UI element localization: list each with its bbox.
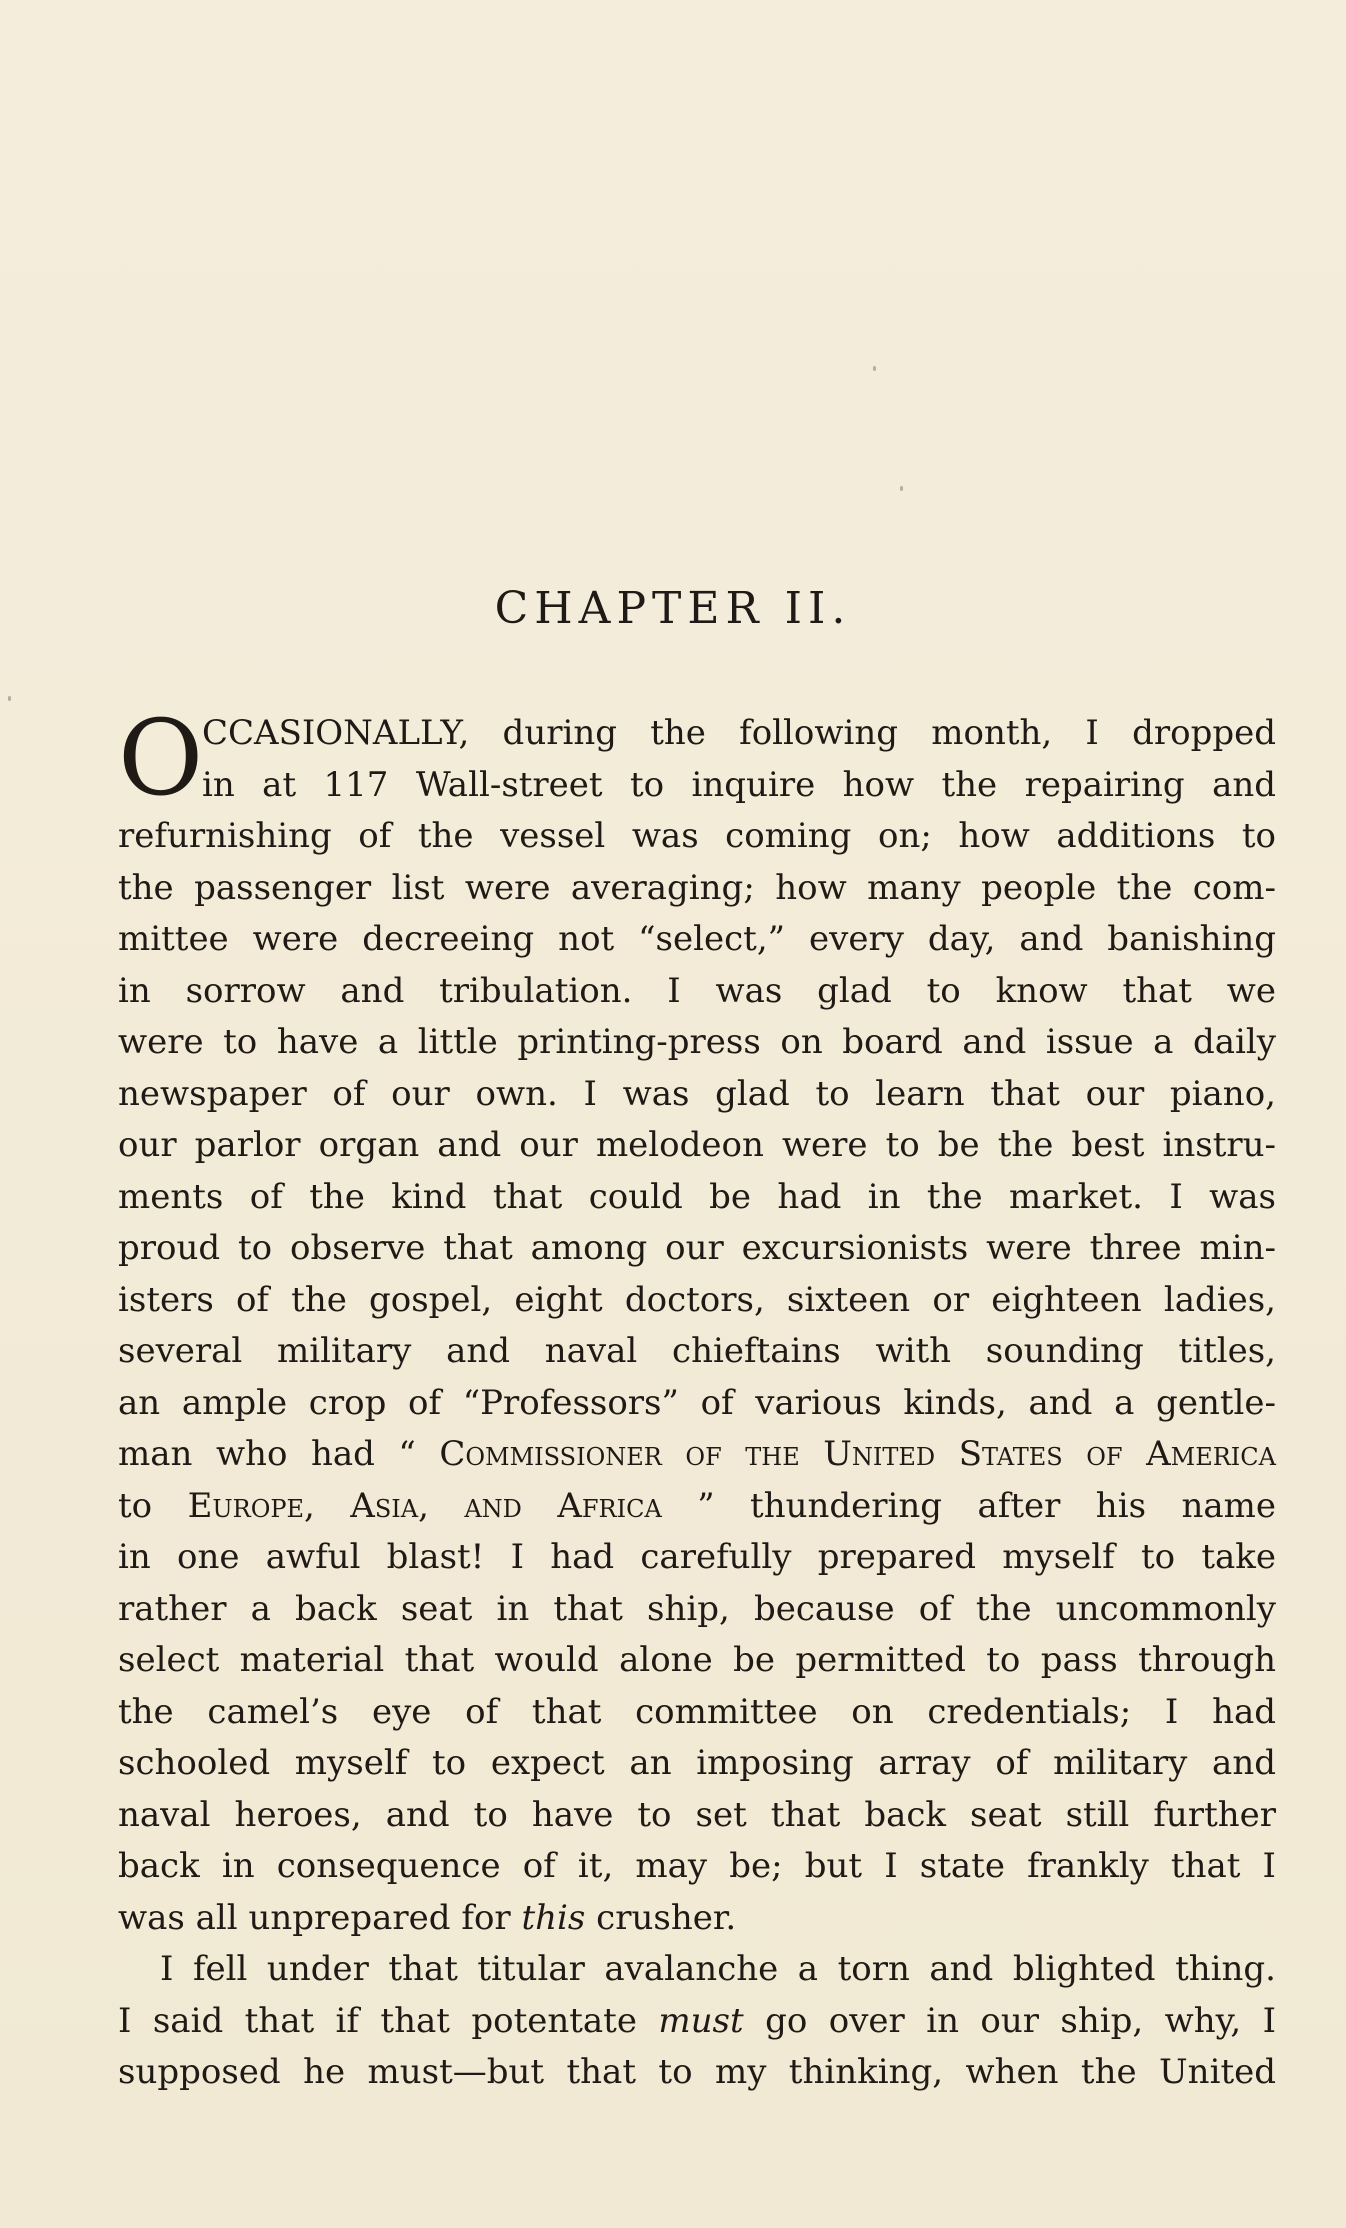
small-caps-title: Commissioner of the United States of America [439,1434,1276,1474]
paper-fleck [900,486,903,491]
text-line: an ample crop of “Professors” of various kinds, and a gentle- [118,1382,1276,1423]
text-line: the passenger list were averaging; how many people the com- [118,867,1276,908]
text-line: in at 117 Wall-street to inquire how the repairing and [202,764,1276,805]
text-line: several military and naval chieftains with sounding titles, [118,1331,1276,1371]
text-line: I said that if that potentate must go over in our ship, why, I [118,2000,1277,2041]
text-line: proud to observe that among our excursionists were three min- [118,1228,1276,1268]
text-line: back in consequence of it, may be; but I state frankly that I [118,1846,1276,1886]
text-line: I fell under that titular avalanche a torn and blighted thing. [160,1949,1276,1989]
text-line: ments of the kind that could be had in the market. I was [118,1176,1276,1217]
italic-word: this [521,1897,586,1938]
text-line: the camel’s eye of that committee on credentials; I had [118,1691,1276,1732]
text-line: man who had “ Commissioner of the United States of America [118,1434,1276,1474]
text-line: select material that would alone be permitted to pass through [118,1640,1276,1680]
text-line: supposed he must—but that to my thinking, when the United [118,2052,1276,2092]
text-line: in sorrow and tribulation. I was glad to know that we [118,970,1276,1011]
small-caps-title: Europe, Asia, and Africa [187,1485,662,1526]
paper-fleck [873,366,876,371]
text-line: isters of the gospel, eight doctors, sixteen or eighteen ladies, [118,1279,1276,1320]
paper-fleck [8,696,11,701]
text-line: rather a back seat in that ship, because of the uncommonly [118,1588,1276,1629]
text-line: newspaper of our own. I was glad to learn that our piano, [118,1073,1276,1114]
text-line: schooled myself to expect an imposing array of military and [118,1743,1276,1783]
text-line: CCASIONALLY, during the following month, I dropped [202,713,1276,753]
chapter-heading: CHAPTER II. [494,583,852,634]
body-text [118,697,1277,2099]
text-line: our parlor organ and our melodeon were to be the best instru- [118,1125,1276,1165]
text-line: mittee were decreeing not “select,” every day, and banishing [118,919,1276,959]
text-line: was all unprepared for this crusher. [118,1897,737,1938]
text-line: in one awful blast! I had carefully prepared myself to take [118,1537,1276,1577]
text-line: to Europe, Asia, and Africa ” thundering after his name [118,1485,1276,1526]
text-line: were to have a little printing-press on board and issue a daily [118,1022,1276,1062]
text-line: refurnishing of the vessel was coming on; how additions to [118,816,1276,856]
italic-word: must [658,2000,744,2041]
drop-cap: O [118,697,204,819]
text-line: naval heroes, and to have to set that back seat still further [118,1794,1276,1835]
